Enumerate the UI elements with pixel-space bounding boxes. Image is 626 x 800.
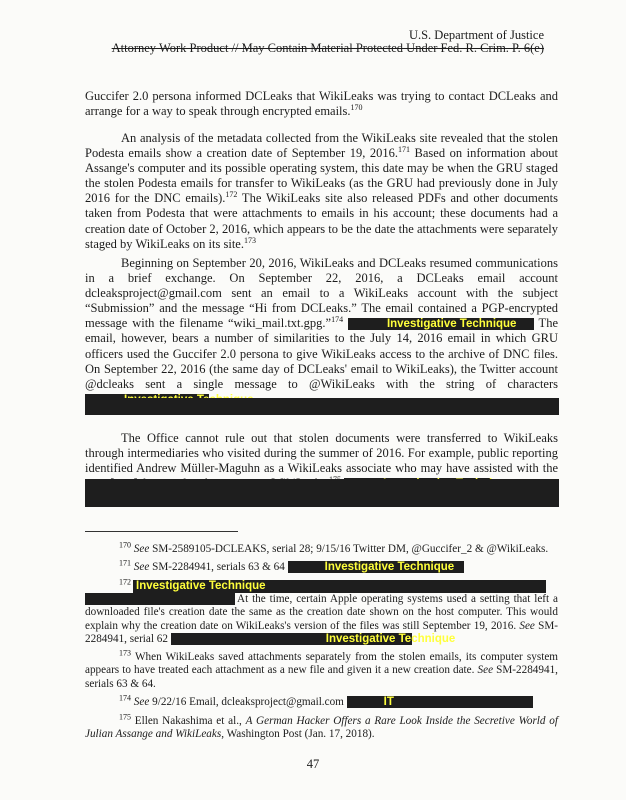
- paragraph-1: Guccifer 2.0 persona informed DCLeaks that WikiLeaks was trying to contact DCLeaks and arrange for a way to speak through encrypted emails.$^{170}$: [85, 89, 558, 119]
- footnote-ref-172[interactable]: 172: [225, 190, 238, 200]
- footnote-170: $^{170}$ See SM-2589105-DCLEAKS, serial 28; 9/15/16 Twitter DM, @Guccifer_2 & @WikiLeaks.: [119, 540, 549, 555]
- redaction-investigative-technique: Investigative Technique: [133, 580, 546, 593]
- redaction-block: [85, 398, 559, 415]
- redaction-investigative-technique: Investigative Technique: [348, 318, 534, 330]
- paragraph-4: The Office cannot rule out that stolen documents were transferred to WikiLeaks through intermediaries who visited during the summer of 2016. For example, public reporting identified Andrew Müller-Maguhn as a WikiLeaks associate who may have assisted with the: [85, 431, 558, 491]
- redaction-investigative-technique: IT: [347, 696, 533, 708]
- footnote-172-number: 172: [119, 577, 131, 587]
- paragraph-2: An analysis of the metadata collected from the WikiLeaks site revealed that the stolen Podesta emails show a creation date of September 19, 2016.$^{171}$ Based on information about Assange's computer and its possible operating system, this date may be when the GRU staged the stolen Podesta emails for transfer to WikiLeaks (as the GRU had previously done in July 2016 for the DNC emails).$^{172}$ The WikiLeaks site also released PDFs and other documents taken from Podesta that were attachments to emails in his account; these documents had a creation date of October 2, 2016, which appears to be the date the attachments were separately staged by WikiLeaks on its site.$^{173}$: [85, 131, 558, 251]
- footnote-173: $^{173}$ When WikiLeaks saved attachments separately from the stolen emails, its computer system appears to have treated each attachment as a new file and given it a new creation date. See SM-2284941, serials 63 & 64.: [85, 648, 558, 690]
- page-number: 47: [306, 757, 320, 771]
- header-agency: U.S. Department of Justice: [408, 28, 544, 42]
- footnote-separator: [85, 531, 238, 532]
- footnote-175: $^{175}$ Ellen Nakashima et al., A German Hacker Offers a Rare Look Inside the Secretive World of Julian Assange and WikiLeaks, Washington Post (Jan. 17, 2018).: [85, 712, 558, 741]
- redaction-block: [85, 479, 559, 507]
- footnote-ref-173[interactable]: 173: [243, 235, 256, 245]
- paragraph-3: Beginning on September 20, 2016, WikiLeaks and DCLeaks resumed communications in a brief exchange. On September 22, 2016, a DCLeaks email account dcleaksproject@gmail.com sent an email to a WikiLeaks account with the subject “Submission” and the message “Hi from DCLeaks.” The email contained a PGP-encrypted message with the filename “wiki_mail.txt.gpg.”$^{174}$ Investigative Technique The email, however, bears a number of similarities to the July 14, 2016 email in which GRU officers used the Guccifer 2.0 persona to give WikiLeaks access to the archive of DNC files. On September 22, 2016 (the same day of DCLeaks' email to WikiLeaks), the Twitter account @dcleaks sent a single message to @WikiLeaks with the string of characters: [85, 256, 558, 407]
- footnote-174: $^{174}$ See 9/22/16 Email, dcleaksproject@gmail.com IT: [85, 696, 558, 709]
- footnote-ref-170[interactable]: 170: [350, 102, 363, 112]
- footnote-ref-171[interactable]: 171: [398, 144, 410, 154]
- redaction-investigative-technique: Investigative Technique: [288, 561, 464, 573]
- redaction-investigative-technique: Investigative Technique: [171, 633, 412, 645]
- header-work-product-notice: Attorney Work Product // May Contain Material Protected Under Fed. R. Crim. P. 6(e): [111, 41, 544, 55]
- footnote-171: $^{171}$ See SM-2284941, serials 63 & 64 Investigative Technique: [85, 561, 558, 574]
- footnote-ref-174[interactable]: 174: [331, 315, 344, 325]
- footnote-172: At the time, certain Apple operating systems used a setting that left a downloaded file's creation date the same as the creation date shown on the host computer. This would explain why the creation date on WikiLeaks's version of the files was still September 19, 2016. See SM-2284941, serial 62 Investigative Technique: [85, 593, 558, 646]
